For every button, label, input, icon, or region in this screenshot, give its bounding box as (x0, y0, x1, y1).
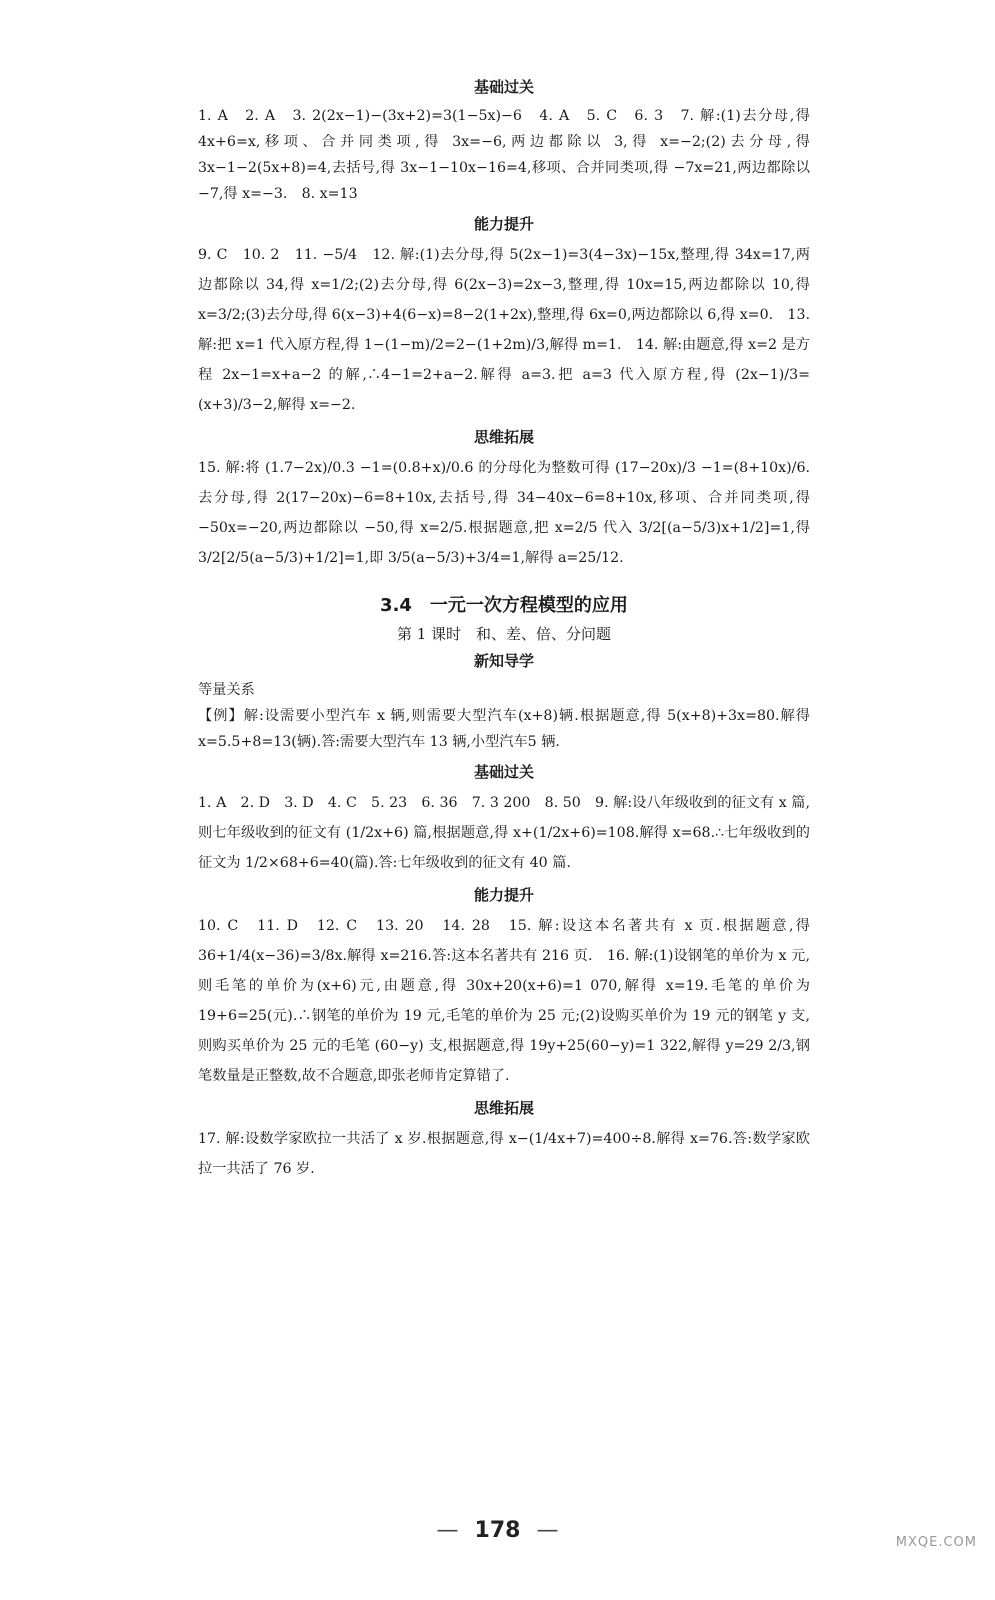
page-number: 178 (474, 1518, 521, 1543)
section-heading-new: 新知导学 (473, 652, 534, 670)
section-heading-ability-1: 能力提升 (473, 215, 534, 233)
answers-extend-1: 15. 解:将 (1.7−2x)/0.3 −1=(0.8+x)/0.6 的分母化为整数可得 (17−20x)/3 −1=(8+10x)/6.去分母,得 2(17−20x)−6=8+10x,去括号,得 34−40x−6=8+10x,移项、合并同类项,得 −50x=−20,两边都除以 −50,得 x=2/5.根据题意,把 x=2/5 代入 3/2[(a−5/3)x+1/2]=1,得 3/2[2/5(a−5/3)+1/2]=1,即 3/5(a−5/3)+3/4=1,解得 a=25/12. (198, 460, 810, 566)
section-heading-basic-2: 基础过关 (473, 763, 534, 781)
site-watermark: MXQE.COM (895, 1535, 977, 1550)
section-heading-ability-2: 能力提升 (473, 886, 534, 904)
answer-content (198, 70, 810, 1184)
chapter-title: 3.4 一元一次方程模型的应用 (380, 595, 628, 616)
answers-ability-1: 9. C 10. 2 11. −5/4 12. 解:(1)去分母,得 5(2x−1)=3(4−3x)−15x,整理,得 34x=17,两边都除以 34,得 x=1/2;(2)去分母,得 6(2x−3)=2x−3,整理,得 10x=15,两边都除以 10,得 x=3/2;(3)去分母,得 6(x−3)+4(6−x)=8−2(1+2x),整理,得 6x=0,两边都除以 6,得 x=0. 13. 解:把 x=1 代入原方程,得 1−(1−m)/2=2−(1+2m)/3,解得 m=1. 14. 解:由题意,得 x=2 是方程 2x−1=x+a−2 的解,∴4−1=2+a−2.解得 a=3.把 a=3 代入原方程,得 (2x−1)/3=(x+3)/3−2,解得 x=−2. (198, 247, 810, 413)
answers-extend-2: 17. 解:设数学家欧拉一共活了 x 岁.根据题意,得 x−(1/4x+7)=400÷8.解得 x=76.答:数学家欧拉一共活了 76 岁. (198, 1131, 810, 1177)
section-heading-extend-1: 思维拓展 (473, 428, 534, 446)
answers-basic-1: 1. A 2. A 3. 2(2x−1)−(3x+2)=3(1−5x)−6 4. A 5. C 6. 3 7. 解:(1)去分母,得 4x+6=x,移项、合并同类项,得 3x=−6,两边都除以 3,得 x=−2;(2)去分母,得 3x−1−2(5x+8)=4,去括号,得 3x−1−10x−16=4,移项、合并同类项,得 −7x=21,两边都除以 −7,得 x=−3. 8. x=13 (198, 108, 810, 202)
footer-dash-right: — (536, 1518, 559, 1543)
section-heading-basic-1: 基础过关 (473, 78, 534, 96)
page-footer (0, 1518, 995, 1543)
answers-ability-2: 10. C 11. D 12. C 13. 20 14. 28 15. 解:设这本名著共有 x 页.根据题意,得 36+1/4(x−36)=3/8x.解得 x=216.答:这本名著共有 216 页. 16. 解:(1)设钢笔的单价为 x 元,则毛笔的单价为(x+6)元,由题意,得 30x+20(x+6)=1 070,解得 x=19.毛笔的单价为 19+6=25(元).∴钢笔的单价为 19 元,毛笔的单价为 25 元;(2)设购买单价为 19 元的钢笔 y 支,则购买单价为 25 元的毛笔 (60−y) 支,根据题意,得 19y+25(60−y)=1 322,解得 y=29 2/3,钢笔数量是正整数,故不合题意,即张老师肯定算错了. (198, 918, 810, 1084)
equality-label: 等量关系 (198, 682, 255, 698)
example-answer: 【例】解:设需要小型汽车 x 辆,则需要大型汽车(x+8)辆.根据题意,得 5(x+8)+3x=80.解得 x=5.5+8=13(辆).答:需要大型汽车 13 辆,小型汽车5 辆. (198, 708, 810, 750)
lesson-title: 第 1 课时 和、差、倍、分问题 (396, 625, 612, 643)
answers-basic-2: 1. A 2. D 3. D 4. C 5. 23 6. 36 7. 3 200 8. 50 9. 解:设八年级收到的征文有 x 篇,则七年级收到的征文有 (1/2x+6) 篇,根据题意,得 x+(1/2x+6)=108.解得 x=68.∴七年级收到的征文为 1/2×68+6=40(篇).答:七年级收到的征文有 40 篇. (198, 795, 810, 871)
section-heading-extend-2: 思维拓展 (473, 1099, 534, 1117)
footer-dash-left: — (436, 1518, 459, 1543)
